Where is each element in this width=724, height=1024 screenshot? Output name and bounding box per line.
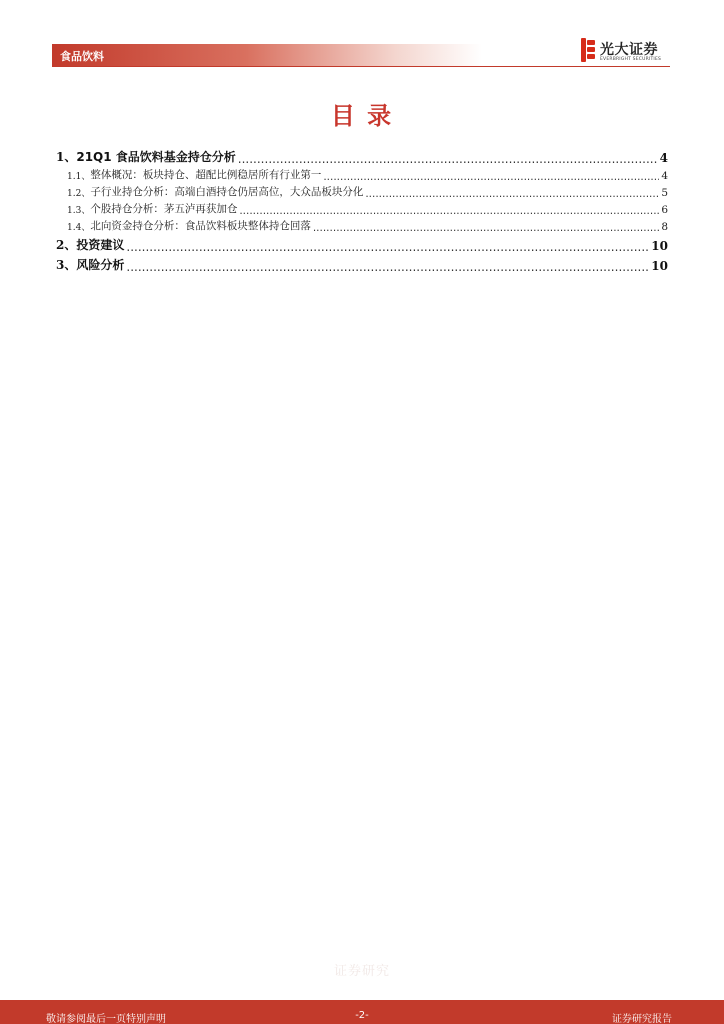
toc-entry-page: 4 — [659, 151, 668, 165]
toc-entry-1-1[interactable] — [56, 165, 668, 182]
toc-entry-page: 6 — [661, 204, 668, 216]
toc-entry-3[interactable] — [56, 253, 668, 273]
header-divider — [52, 66, 670, 67]
toc-entry-1-4[interactable] — [56, 216, 668, 233]
toc-title: 目 录 — [330, 102, 394, 130]
toc-leader-dots — [238, 153, 658, 165]
toc-entry-number: 3、 — [56, 258, 77, 272]
toc-entry-text: 投资建议 — [76, 238, 125, 252]
table-of-contents — [56, 145, 668, 273]
company-logo — [581, 38, 673, 64]
toc-entry-text: 21Q1 食品饮料基金持仓分析 — [76, 150, 236, 164]
toc-leader-dots — [365, 189, 659, 200]
logo-mark-icon — [581, 38, 595, 62]
toc-entry-text: 子行业持仓分析：高端白酒持仓仍居高位，大众品板块分化 — [90, 186, 364, 198]
footer-bar — [0, 1000, 724, 1024]
toc-leader-dots — [239, 206, 659, 217]
logo-text-en: EVERBRIGHT SECURITIES — [600, 57, 662, 62]
section-label: 食品饮料 — [60, 50, 104, 63]
toc-entry-text: 北向资金持仓分析：食品饮料板块整体持仓回落 — [90, 220, 311, 232]
toc-entry-1-3[interactable] — [56, 199, 668, 216]
logo-text-cn: 光大证券 — [600, 42, 658, 58]
footer-disclaimer: 敬请参阅最后一页特别声明 — [46, 1014, 166, 1024]
page-number: -2- — [355, 1010, 369, 1021]
toc-entry-page: 5 — [661, 187, 668, 199]
toc-entry-page: 10 — [651, 259, 668, 273]
toc-entry-page: 4 — [661, 170, 668, 182]
toc-leader-dots — [126, 241, 649, 253]
toc-leader-dots — [126, 261, 649, 273]
toc-leader-dots — [323, 172, 659, 183]
toc-entry-number: 2、 — [56, 238, 77, 252]
toc-entry-page: 10 — [651, 239, 668, 253]
toc-entry-number: 1、 — [56, 150, 77, 164]
toc-entry-number: 1.1、 — [67, 172, 91, 182]
toc-entry-text: 风险分析 — [76, 258, 125, 272]
toc-entry-text: 整体概况：板块持仓、超配比例稳居所有行业第一 — [90, 169, 322, 181]
watermark-text: 证券研究 — [333, 964, 390, 979]
toc-entry-1[interactable] — [56, 145, 668, 165]
toc-entry-text: 个股持仓分析：茅五泸再获加仓 — [90, 203, 238, 215]
toc-entry-2[interactable] — [56, 233, 668, 253]
toc-leader-dots — [313, 223, 659, 234]
toc-entry-number: 1.3、 — [67, 206, 91, 216]
toc-entry-number: 1.2、 — [67, 189, 91, 199]
report-type: 证券研究报告 — [612, 1014, 672, 1024]
toc-entry-page: 8 — [661, 221, 668, 233]
toc-entry-1-2[interactable] — [56, 182, 668, 199]
toc-entry-number: 1.4、 — [67, 223, 91, 233]
header-band — [52, 44, 482, 66]
